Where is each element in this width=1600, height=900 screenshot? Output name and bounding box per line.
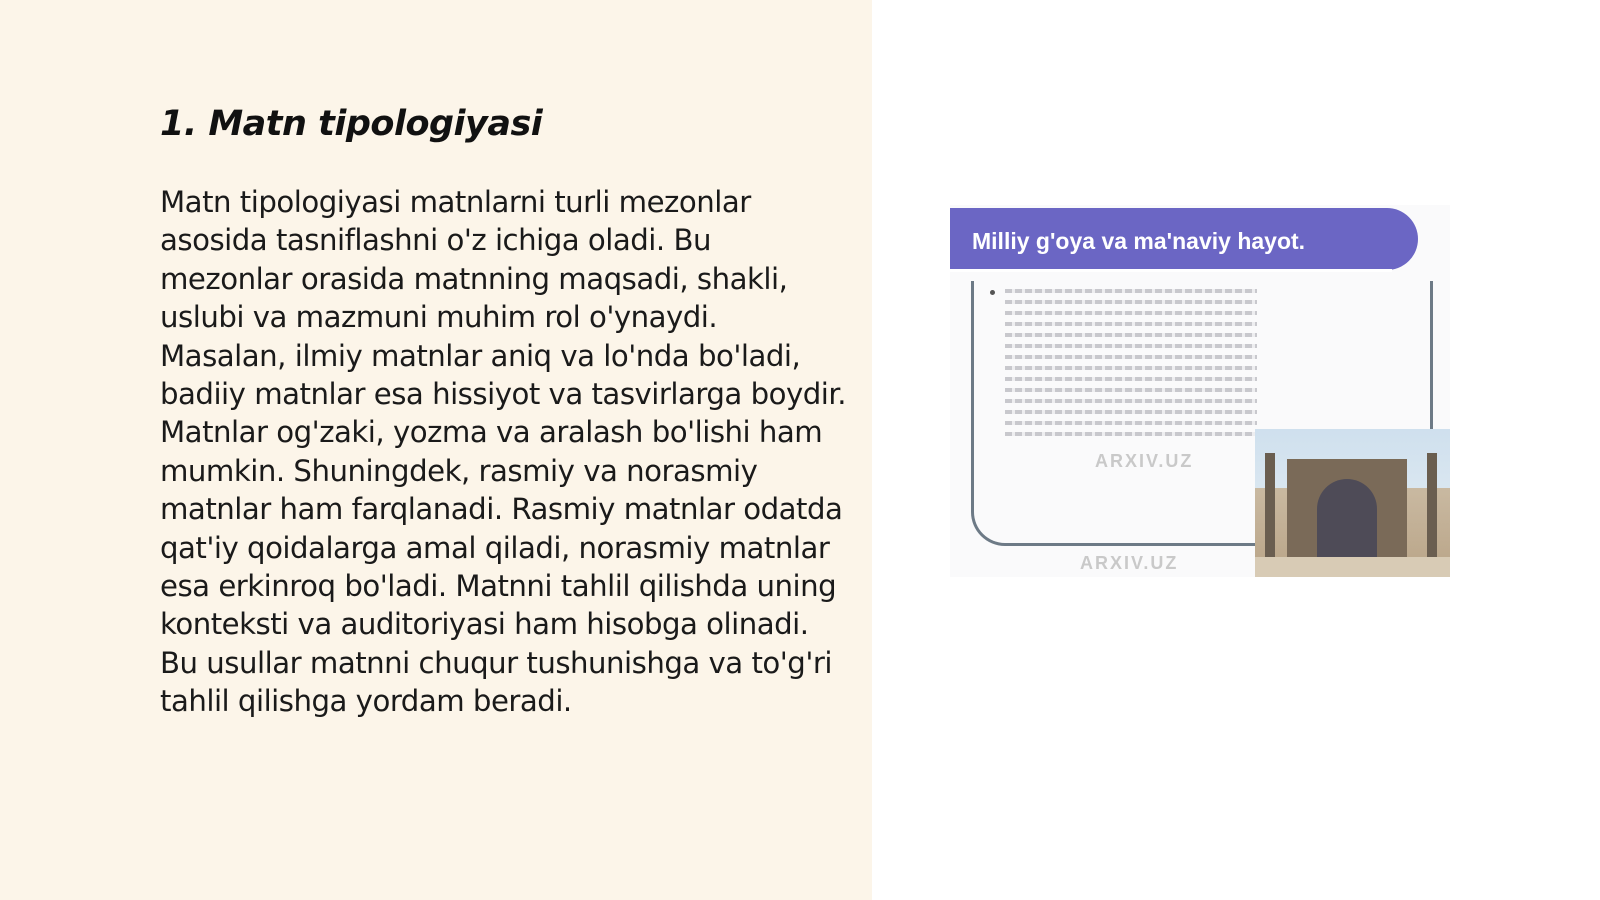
thumbnail-blurred-text bbox=[1005, 289, 1257, 443]
thumbnail-bullet-icon bbox=[990, 290, 995, 295]
thumbnail-watermark: ARXIV.UZ bbox=[1095, 451, 1194, 471]
minaret-right bbox=[1427, 453, 1437, 559]
madrasa-portal-arch bbox=[1317, 479, 1377, 559]
thumbnail-title-bar bbox=[950, 208, 1418, 270]
thumbnail-title-underline bbox=[950, 269, 1392, 272]
thumbnail-title: Milliy g'oya va ma'naviy hayot. bbox=[972, 228, 1306, 254]
slide-heading: 1. Matn tipologiyasi bbox=[160, 104, 543, 144]
madrasa-photo bbox=[1255, 429, 1450, 577]
thumbnail-watermark-bottom: ARXIV.UZ bbox=[1080, 553, 1179, 573]
slide-thumbnail-image bbox=[950, 205, 1450, 577]
slide-body-text: Matn tipologiyasi matnlarni turli mezonlar asosida tasniflashni o'z ichiga oladi. Bu mezonlar orasida matnning maqsadi, shakli, uslubi va mazmuni muhim rol o'ynaydi. Masalan, ilmiy matnlar aniq va lo'nda bo'ladi, badiiy matnlar esa hissiyot va tasvirlarga boydir. Matnlar og'zaki, yozma va aralash bo'lishi ham mumkin. Shuningdek, rasmiy va norasmiy matnlar ham farqlanadi. Rasmiy matnlar odatda qat'iy qoidalarga amal qiladi, norasmiy matnlar esa erkinroq bo'ladi. Matnni tahlil qilishda uning konteksti va auditoriyasi ham hisobga olinadi. Bu usullar matnni chuqur tushunishga va to'g'ri tahlil qilishga yordam beradi. bbox=[160, 185, 846, 719]
minaret-left bbox=[1265, 453, 1275, 559]
photo-ground bbox=[1255, 557, 1450, 577]
